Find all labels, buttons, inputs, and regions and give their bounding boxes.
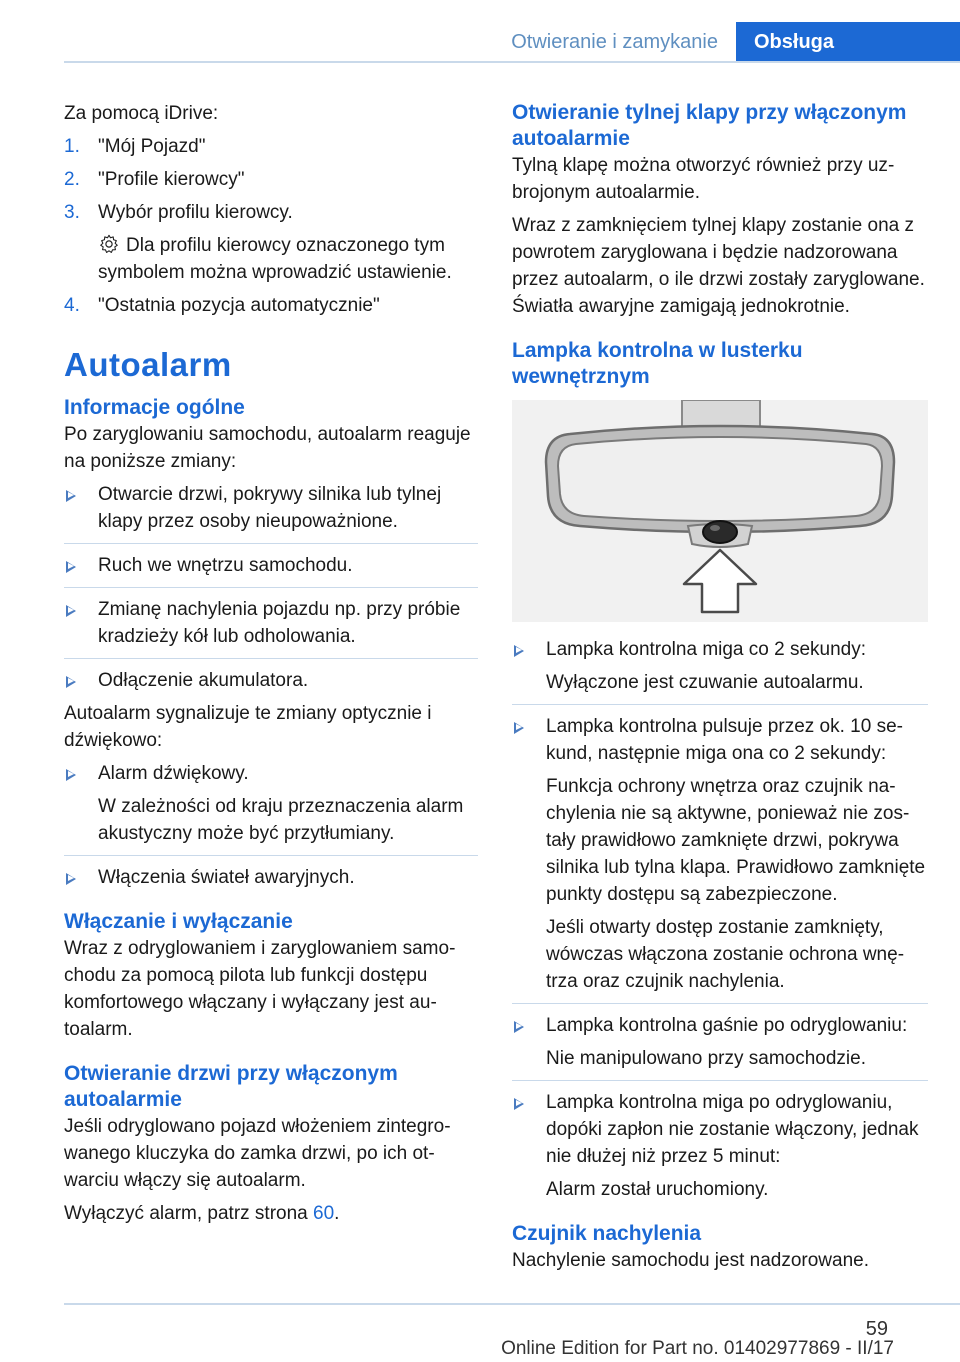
bullet-arrow-icon (66, 605, 76, 617)
bullet-arrow-icon (66, 561, 76, 573)
tilt-heading: Czujnik nachylenia (512, 1222, 702, 1245)
lamp-heading: Lampka kontrolna w lusterku wewnętrznym (512, 339, 803, 388)
onoff-text: Wraz z odryglowaniem i zaryglowaniem samochodu za pomocą pilota lub funkcji dostępu komfortowego włączany i wyłączany jest autoalarm. (64, 938, 456, 1040)
step-subtext (98, 232, 478, 286)
list-item-subtext: Nie manipulowano przy samochodzie. (546, 1048, 866, 1069)
header-chapter-tab: Obsługa (736, 22, 960, 62)
bullet-arrow-icon (514, 1098, 524, 1110)
left-column (64, 100, 478, 1227)
list-item-subtext: W zależności od kraju przeznaczenia alarm akustyczny może być przytłumiany. (98, 796, 464, 844)
header-section-title: Otwieranie i zamykanie (511, 31, 718, 53)
signal-list (64, 760, 478, 891)
divider (512, 1003, 928, 1004)
list-item-subtext: Funkcja ochrony wnętrza oraz czujnik nachylenia nie są aktywne, ponieważ nie zostały prawidłowo zamknięte drzwi, pokrywa silnika lub tylna klapa. Prawidłowo zamknięte punkty dostępu są zabezpieczone. (546, 776, 926, 905)
doors-heading: Otwieranie drzwi przy włączonym autoalarmie (64, 1062, 398, 1111)
step-item (64, 166, 478, 193)
divider (64, 587, 478, 588)
list-item (64, 760, 478, 847)
bullet-arrow-icon (66, 676, 76, 688)
tailgate-heading: Otwieranie tylnej klapy przy włączonym autoalarmie (512, 101, 907, 150)
bullet-arrow-icon (514, 1021, 524, 1033)
bullet-arrow-icon (66, 769, 76, 781)
list-item-text: Otwarcie drzwi, pokrywy silnika lub tylnej klapy przez osoby nieupoważnione. (98, 484, 442, 532)
list-item-text: Lampka kontrolna miga co 2 sekundy: (546, 639, 867, 660)
divider (64, 658, 478, 659)
lamp-states-list (512, 636, 928, 1203)
tailgate-text-1: Tylną klapę można otworzyć również przy uzbrojonym autoalarmie. (512, 155, 895, 203)
bullet-arrow-icon (66, 873, 76, 885)
list-item-subtext: Jeśli otwarty dostęp zostanie zamknięty, wówczas włączona zostanie ochrona wnętrza oraz czujnik nachylenia. (546, 917, 905, 992)
bullet-arrow-icon (66, 490, 76, 502)
step-text: "Ostatnia pozycja automatycznie" (98, 295, 380, 316)
list-item-subtext: Wyłączone jest czuwanie autoalarmu. (546, 672, 864, 693)
list-item (512, 1089, 928, 1203)
list-item (512, 636, 928, 696)
divider (512, 1080, 928, 1081)
list-item (512, 713, 928, 995)
step-text: "Mój Pojazd" (98, 136, 206, 157)
tilt-text: Nachylenie samochodu jest nadzorowane. (512, 1250, 869, 1271)
bullet-arrow-icon (514, 645, 524, 657)
changes-list (64, 481, 478, 694)
list-item-text: Ruch we wnętrzu samochodu. (98, 555, 353, 576)
divider (64, 543, 478, 544)
step-number: 2. (64, 169, 80, 190)
page-link[interactable]: 60 (313, 1203, 335, 1224)
list-item (64, 864, 478, 891)
disable-alarm-text (64, 1200, 478, 1227)
list-item (512, 1012, 928, 1072)
step-text: Wybór profilu kierowcy. (98, 202, 293, 223)
step-item (64, 199, 478, 286)
list-item (64, 667, 478, 694)
signal-text: Autoalarm sygnalizuje te zmiany optycznie i dźwiękowo: (64, 703, 432, 751)
step-item (64, 292, 478, 319)
list-item (64, 481, 478, 535)
steps-list (64, 133, 478, 319)
rearview-mirror-illustration (512, 400, 928, 622)
header-rule (64, 61, 960, 63)
divider (512, 704, 928, 705)
bullet-arrow-icon (514, 722, 524, 734)
list-item-subtext: Alarm został uruchomiony. (546, 1179, 769, 1200)
list-item-text: Lampka kontrolna pulsuje przez ok. 10 sekund, następnie miga ona co 2 sekundy: (546, 716, 903, 764)
list-item-text: Włączenia świateł awaryjnych. (98, 867, 355, 888)
step-text: "Profile kierowcy" (98, 169, 245, 190)
step-subtext-text: Dla profilu kierowcy oznaczonego tym symbolem można wprowadzić ustawienie. (98, 235, 452, 283)
general-text: Po zaryglowaniu samochodu, autoalarm reaguje na poniższe zmiany: (64, 424, 471, 472)
footer-rule (64, 1303, 960, 1305)
list-item-text: Lampka kontrolna gaśnie po odryglowaniu: (546, 1015, 908, 1036)
list-item-text: Alarm dźwiękowy. (98, 763, 249, 784)
idrive-intro: Za pomocą iDrive: (64, 103, 219, 124)
step-number: 4. (64, 295, 80, 316)
step-item (64, 133, 478, 160)
list-item (64, 596, 478, 650)
mirror-drawing (512, 400, 928, 622)
tailgate-text-2: Wraz z zamknięciem tylnej klapy zostanie ona z powrotem zaryglowana i będzie nadzorowana przez autoalarm, o ile drzwi zostały zaryglowane. Światła awaryjne zamigają jednokrotnie. (512, 215, 925, 317)
onoff-heading: Włączanie i wyłączanie (64, 910, 293, 933)
list-item-text: Odłączenie akumulatora. (98, 670, 309, 691)
list-item-text: Lampka kontrolna miga po odryglowaniu, dopóki zapłon nie zostanie włączony, jednak nie dłużej niż przez 5 minut: (546, 1092, 919, 1167)
step-number: 3. (64, 202, 80, 223)
list-item-text: Zmianę nachylenia pojazdu np. przy próbie kradzieży kół lub odholowania. (98, 599, 461, 647)
main-heading: Autoalarm (64, 346, 232, 383)
general-heading: Informacje ogólne (64, 396, 245, 419)
divider (64, 855, 478, 856)
gear-icon (98, 233, 120, 255)
edition-note: Online Edition for Part no. 01402977869 - II/17 (501, 1338, 894, 1359)
disable-alarm-prefix: Wyłączyć alarm, patrz strona (64, 1203, 314, 1224)
disable-alarm-suffix: . (334, 1203, 340, 1224)
doors-text: Jeśli odryglowano pojazd włożeniem zintegrowanego kluczyka do zamka drzwi, po ich otwarciu włączy się autoalarm. (64, 1116, 451, 1191)
step-number: 1. (64, 136, 80, 157)
page-number: 59 (865, 1318, 888, 1340)
list-item (64, 552, 478, 579)
right-column (512, 100, 928, 1274)
